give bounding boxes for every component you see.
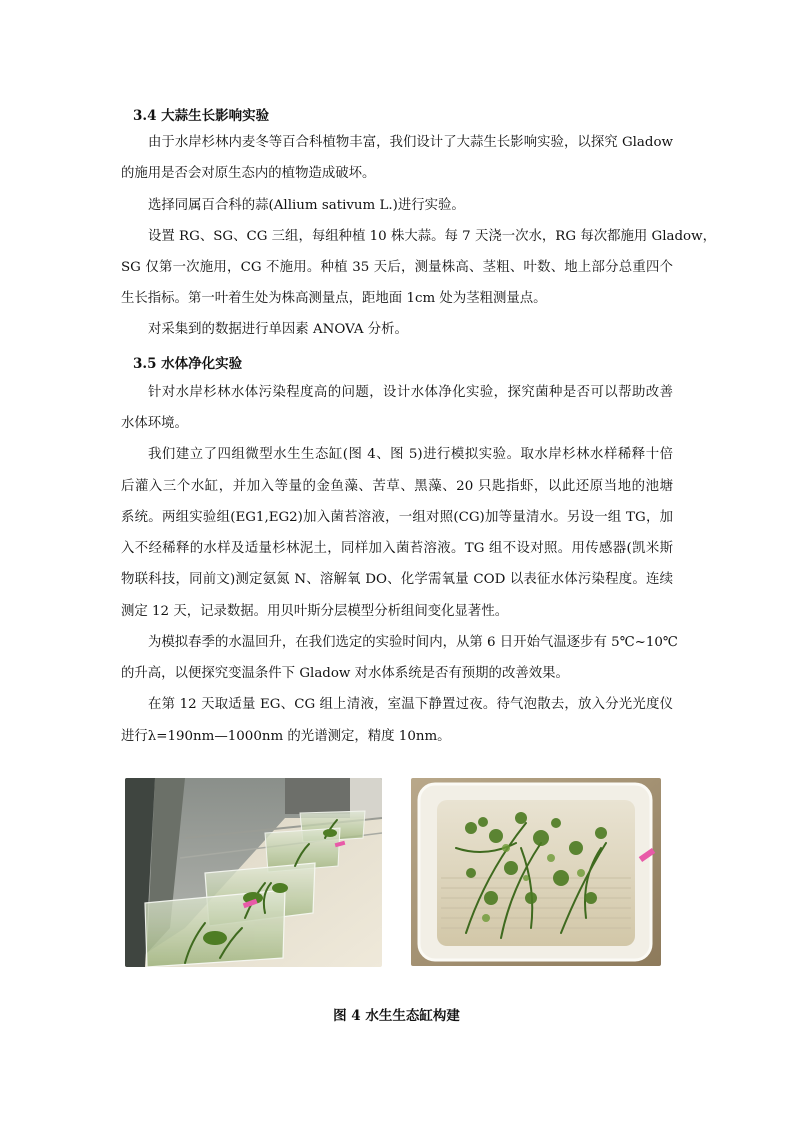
paragraph-line: 选择同属百合科的蒜(Allium sativum L.)进行实验。 (148, 198, 465, 213)
aquatic-tank-topview-photo (411, 778, 661, 966)
figure-caption: 图 4 水生生态缸构建 (333, 1008, 460, 1024)
section-heading-3-4: 3.4 大蒜生长影响实验 (133, 108, 270, 124)
paragraph-line: 由于水岸杉林内麦冬等百合科植物丰富，我们设计了大蒜生长影响实验，以探究 Gladow (148, 135, 673, 150)
paragraph-line: SG 仅第一次施用，CG 不施用。种植 35 天后，测量株高、茎粗、叶数、地上部分总重四个 (121, 260, 673, 275)
paragraph-line: 系统。两组实验组(EG1,EG2)加入菌苔溶液，一组对照(CG)加等量清水。另设一组 TG，加 (121, 510, 673, 525)
paragraph-line: 对采集到的数据进行单因素 ANOVA 分析。 (148, 322, 408, 337)
paragraph-line: 测定 12 天，记录数据。用贝叶斯分层模型分析组间变化显著性。 (121, 604, 509, 619)
paragraph-line: 在第 12 天取适量 EG、CG 组上清液，室温下静置过夜。待气泡散去，放入分光光度仪 (148, 697, 673, 712)
paragraph-line: 我们建立了四组微型水生生态缸(图 4、图 5)进行模拟实验。取水岸杉林水样稀释十倍 (148, 447, 673, 462)
paragraph-line: 的施用是否会对原生态内的植物造成破坏。 (121, 166, 376, 181)
paragraph-line: 物联科技，同前文)测定氨氮 N、溶解氧 DO、化学需氧量 COD 以表征水体污染程度。连续 (121, 572, 673, 587)
paragraph-line: 的升高，以便探究变温条件下 Gladow 对水体系统是否有预期的改善效果。 (121, 666, 569, 681)
aquatic-tank-topview-image (411, 778, 661, 966)
paragraph-line: 入不经稀释的水样及适量杉林泥土，同样加入菌苔溶液。TG 组不设对照。用传感器(凯米斯 (121, 541, 673, 556)
section-heading-3-5: 3.5 水体净化实验 (133, 356, 243, 372)
paragraph-line: 针对水岸杉林水体污染程度高的问题，设计水体净化实验，探究菌种是否可以帮助改善 (148, 385, 673, 400)
aquatic-tanks-row-photo (125, 778, 382, 967)
paragraph-line: 设置 RG、SG、CG 三组，每组种植 10 株大蒜。每 7 天浇一次水，RG 每次都施用 Gladow， (148, 229, 716, 244)
aquatic-tanks-row-image (125, 778, 382, 967)
paragraph-line: 生长指标。第一叶着生处为株高测量点，距地面 1cm 处为茎粗测量点。 (121, 291, 547, 306)
paragraph-line: 后灌入三个水缸，并加入等量的金鱼藻、苦草、黑藻、20 只匙指虾，以此还原当地的池塘 (121, 479, 673, 494)
paragraph-line: 进行λ=190nm—1000nm 的光谱测定，精度 10nm。 (121, 729, 451, 744)
paragraph-line: 为模拟春季的水温回升，在我们选定的实验时间内，从第 6 日开始气温逐步有 5℃~10℃ (148, 635, 678, 650)
paragraph-line: 水体环境。 (121, 416, 188, 431)
